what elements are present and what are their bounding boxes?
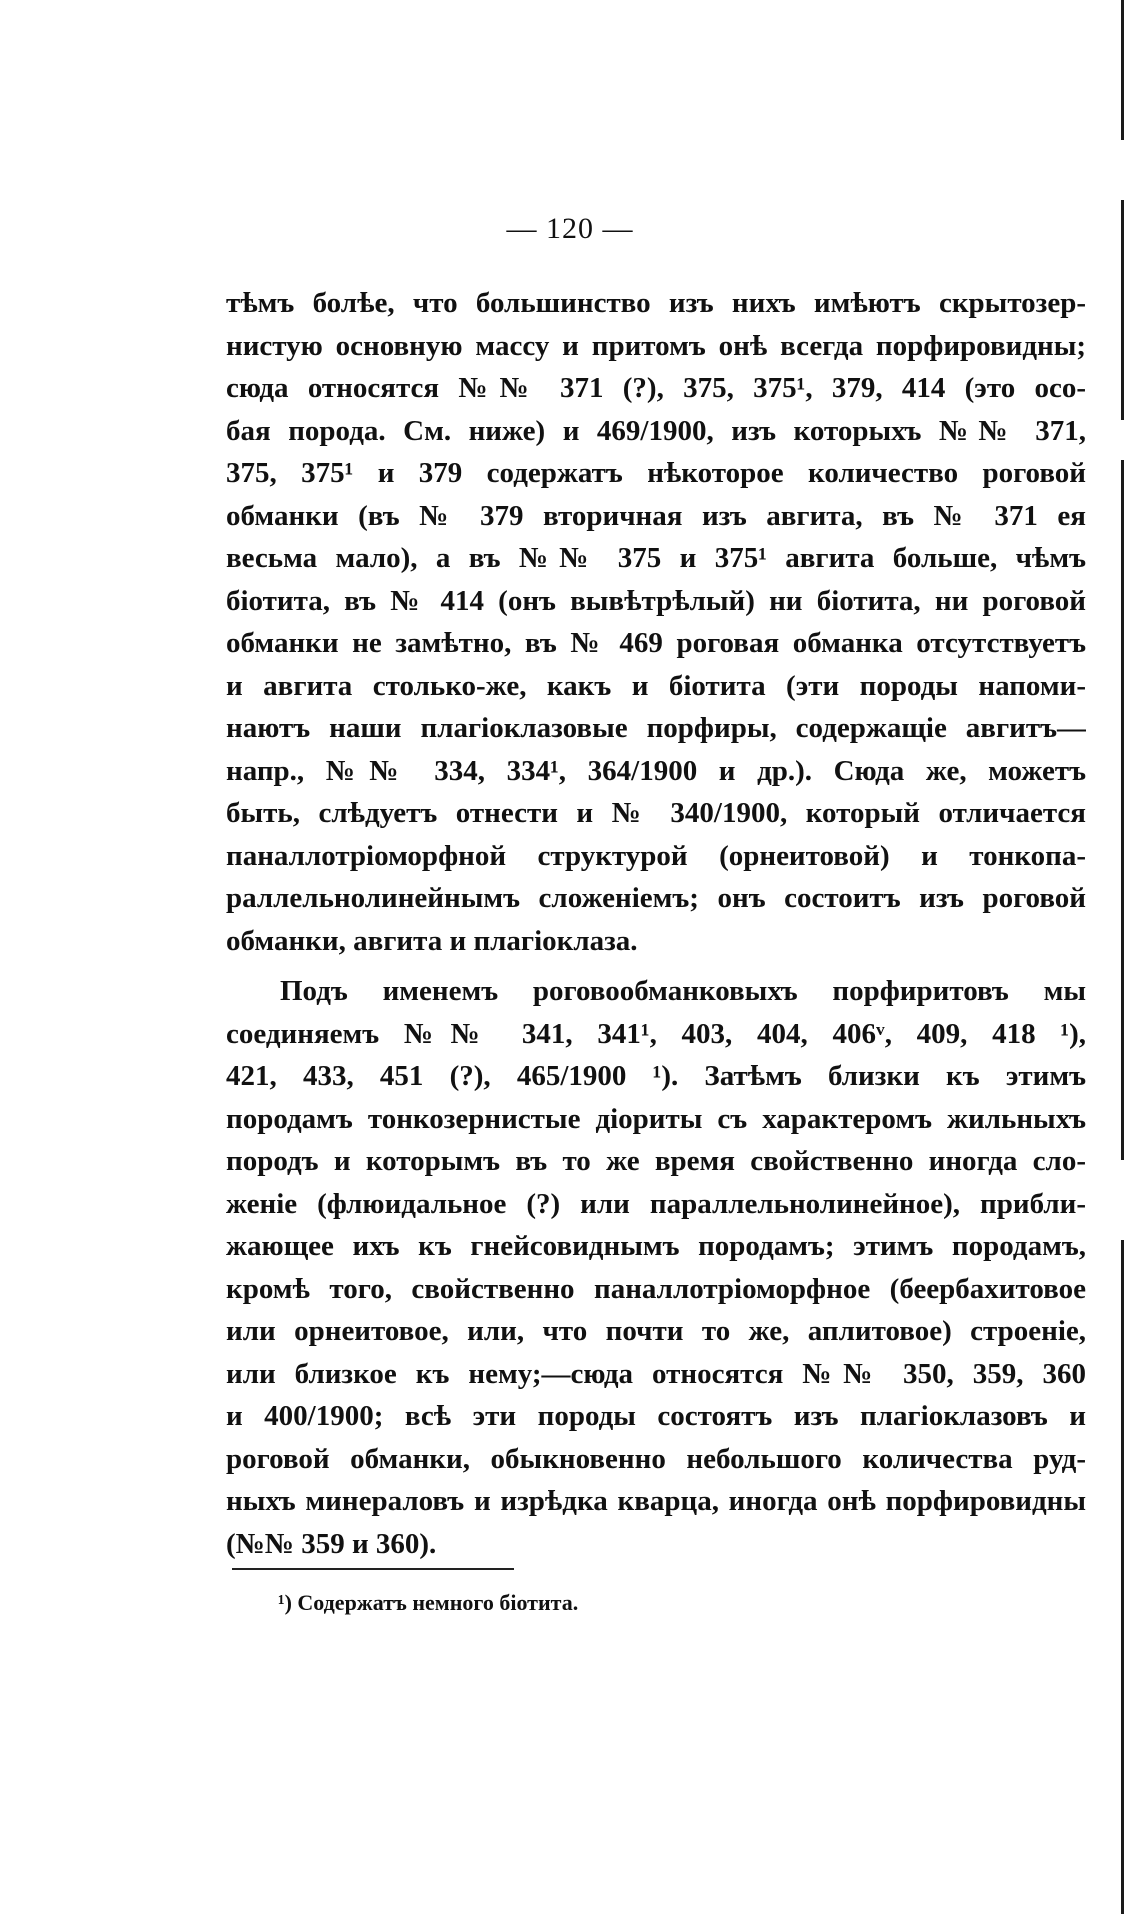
text-line: жающее ихъ къ гнейсовиднымъ породамъ; этимъ породамъ, [226, 1230, 1086, 1262]
text-line: соединяемъ №№ 341, 341¹, 403, 404, 406ᵛ, 409, 418 ¹), [226, 1017, 1086, 1050]
text-line: обманки, авгита и плагіоклаза. [226, 924, 638, 957]
text-line: и авгита столько-же, какъ и біотита (эти породы напоми- [226, 669, 1086, 702]
text-line: наютъ наши плагіоклазовые порфиры, содержащіе авгитъ— [226, 712, 1086, 744]
text-line: біотита, въ № 414 (онъ вывѣтрѣлый) ни біотита, ни роговой [226, 584, 1086, 617]
text-line: 421, 433, 451 (?), 465/1900 ¹). Затѣмъ близки къ этимъ [226, 1060, 1086, 1092]
text-line: напр., №№ 334, 334¹, 364/1900 и др.). Сюда же, можетъ [226, 754, 1086, 787]
text-line: женіе (флюидальное (?) или параллельнолинейное), прибли- [226, 1187, 1086, 1220]
page-number: — 120 — [506, 212, 634, 245]
text-line: раллельнолинейнымъ сложеніемъ; онъ состоитъ изъ роговой [226, 882, 1086, 914]
text-line: ныхъ минераловъ и изрѣдка кварца, иногда онѣ порфировидны [226, 1485, 1086, 1517]
text-line: весьма мало), а въ №№ 375 и 375¹ авгита больше, чѣмъ [226, 542, 1086, 574]
text-line: кромѣ того, свойственно паналлотріоморфное (беербахитовое [226, 1272, 1086, 1305]
text-line: породамъ тонкозернистые діориты съ характеромъ жильныхъ [226, 1102, 1086, 1135]
page-edge-line [1121, 0, 1124, 1914]
text-line: бая порода. См. ниже) и 469/1900, изъ которыхъ №№ 371, [226, 414, 1086, 447]
text-line: нистую основную массу и притомъ онѣ всегда порфировидны; [226, 329, 1086, 362]
text-line: (№№ 359 и 360). [226, 1527, 437, 1560]
footnote: ¹) Содержатъ немного біотита. [278, 1590, 579, 1615]
text-line: обманки (въ № 379 вторичная изъ авгита, въ № 371 ея [226, 499, 1086, 532]
text-line: обманки не замѣтно, въ № 469 роговая обманка отсутствуетъ [226, 627, 1086, 659]
page-edge-gap [1121, 1160, 1124, 1240]
text-line: 375, 375¹ и 379 содержатъ нѣкоторое количество роговой [226, 457, 1086, 489]
text-line: быть, слѣдуетъ отнести и № 340/1900, который отличается [226, 797, 1086, 829]
text-line: или орнеитовое, или, что почти то же, аплитовое) строеніе, [226, 1315, 1086, 1347]
text-line: сюда относятся №№ 371 (?), 375, 375¹, 379, 414 (это осо- [226, 372, 1086, 404]
text-line: тѣмъ болѣе, что большинство изъ нихъ имѣютъ скрытозер- [226, 287, 1086, 319]
text-line: и 400/1900; всѣ эти породы состоятъ изъ плагіоклазовъ и [226, 1400, 1086, 1432]
page-edge-gap [1121, 140, 1124, 200]
paragraph-gap [226, 962, 1086, 970]
paragraph-2 [226, 970, 1086, 1565]
text-line: породъ и которымъ въ то же время свойственно иногда сло- [226, 1145, 1086, 1177]
text-line: или близкое къ нему;—сюда относятся №№ 350, 359, 360 [226, 1357, 1086, 1390]
page-edge-gap [1121, 420, 1124, 460]
text-line: паналлотріоморфной структурой (орнеитовой) и тонкопа- [226, 839, 1086, 872]
paragraph-1 [226, 282, 1086, 962]
text-line: роговой обманки, обыкновенно небольшого количества руд- [226, 1442, 1086, 1475]
body-text [226, 282, 1086, 1565]
text-line: Подъ именемъ роговообманковыхъ порфиритовъ мы [280, 975, 1086, 1007]
footnote-rule [232, 1568, 514, 1570]
